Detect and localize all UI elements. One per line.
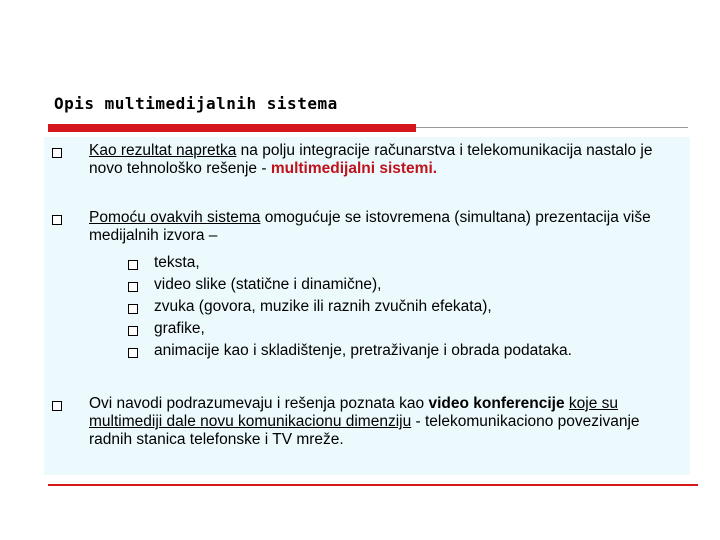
- bullet-1-body: na polju integracije računarstva i telekomunikacija nastalo je novo tehnološko rešenje -: [89, 142, 653, 177]
- bullet-2-text: [89, 209, 685, 245]
- bullet-1-underlined: Kao rezultat napretka: [89, 142, 237, 159]
- bullet-1-text: [89, 142, 685, 178]
- sub-bullet-square-icon: [128, 260, 138, 270]
- sub-item: zvuka (govora, muzike ili raznih zvučnih efekata),: [154, 298, 492, 315]
- title-accent-bar: [48, 124, 416, 132]
- slide-title: Opis multimedijalnih sistema: [54, 94, 338, 113]
- bullet-1-highlight: multimedijalni sistemi.: [270, 160, 438, 177]
- bullet-square-icon: [52, 148, 62, 158]
- bullet-3-underlined: koje su multimediji dale novu komunikacionu dimenziju: [89, 395, 619, 430]
- bullet-3-text: [89, 395, 685, 449]
- bullet-3-body-start: Ovi navodi podrazumevaju i rešenja poznata kao: [89, 395, 429, 412]
- bullet-square-icon: [52, 401, 62, 411]
- sub-bullet-square-icon: [128, 304, 138, 314]
- sub-bullet-square-icon: [128, 282, 138, 292]
- bullet-2-underlined: Pomoću ovakvih sistema: [89, 209, 261, 226]
- sub-bullet-square-icon: [128, 348, 138, 358]
- bullet-2-body: omogućuje se istovremena (simultana) prezentacija više medijalnih izvora –: [89, 209, 651, 244]
- bullet-3-body-end: - telekomunikaciono povezivanje radnih stanica telefonske i TV mreže.: [89, 413, 640, 448]
- sub-item: teksta,: [154, 254, 200, 271]
- sub-item: grafike,: [154, 320, 205, 337]
- bullet-3-bold: video konferencije: [428, 395, 565, 412]
- bullet-square-icon: [52, 215, 62, 225]
- sub-item: video slike (statične i dinamične),: [154, 276, 382, 293]
- sub-bullet-square-icon: [128, 326, 138, 336]
- bottom-divider: [48, 484, 698, 486]
- sub-item: animacije kao i skladištenje, pretraživanje i obrada podataka.: [154, 342, 572, 359]
